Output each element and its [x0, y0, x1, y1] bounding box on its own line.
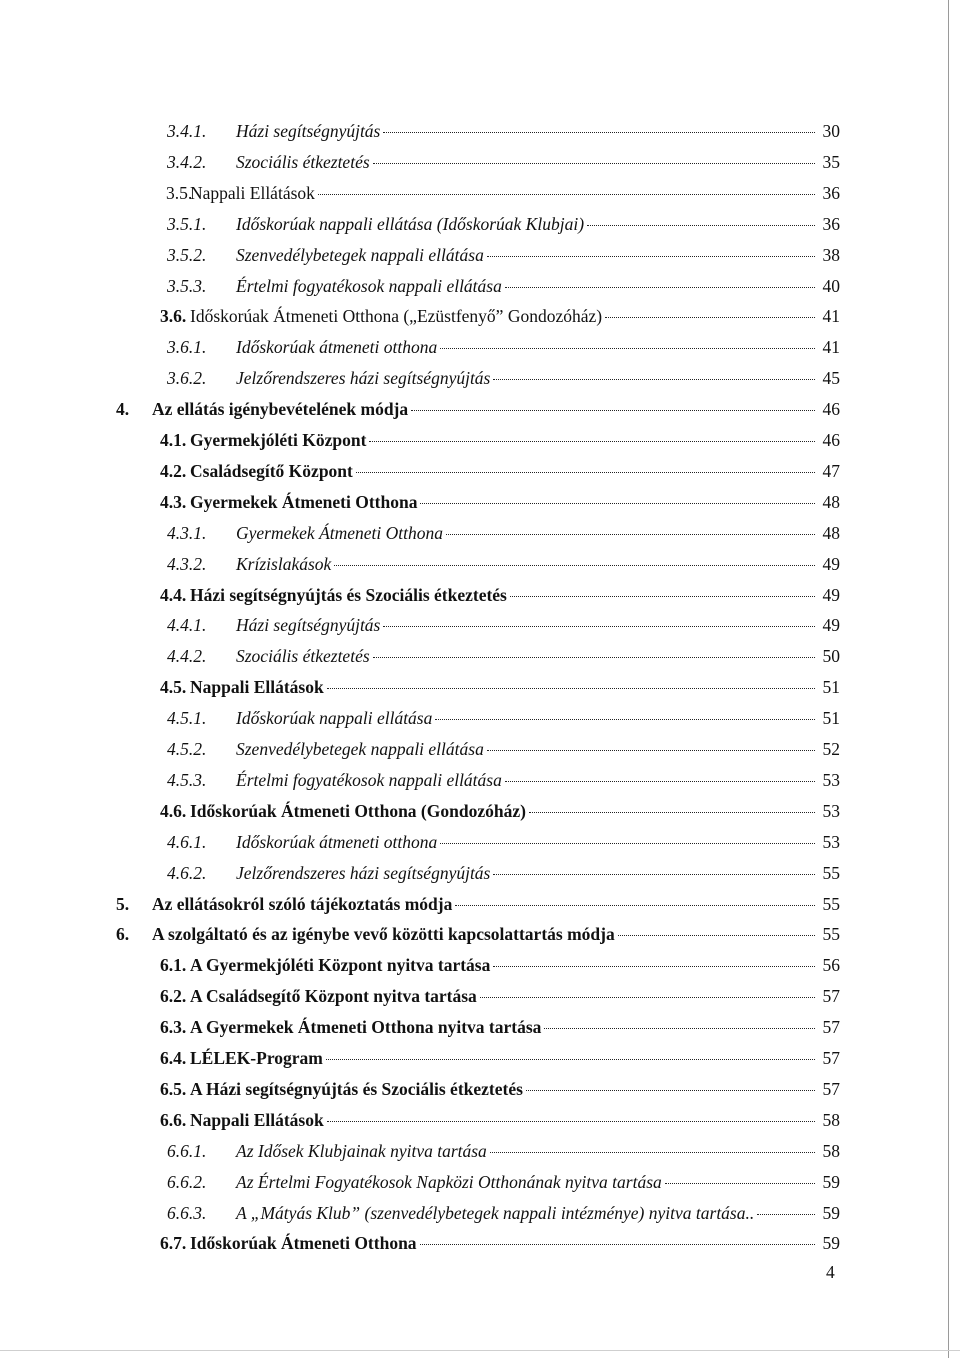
toc-entry-title: Krízislakások: [236, 553, 332, 574]
toc-entry-number: 4.5.2.: [167, 739, 207, 759]
toc-dot-leader: [587, 225, 815, 226]
toc-entry-title: Időskorúak Átmeneti Otthona: [190, 1233, 417, 1254]
toc-entry[interactable]: [166, 180, 840, 206]
toc-entry-page: 57: [822, 1048, 840, 1068]
toc-dot-leader: [529, 812, 815, 813]
toc-entry-page: 48: [822, 491, 840, 512]
toc-entry-number: 4.5.3.: [167, 769, 207, 790]
toc-entry-number: 4.: [116, 399, 130, 420]
toc-entry-page: 57: [822, 1078, 840, 1099]
toc-entry-title: Családsegítő Központ: [190, 460, 353, 481]
toc-entry-number: 3.6.: [160, 306, 187, 327]
toc-entry-number: 3.6.1.: [167, 337, 207, 358]
toc-entry[interactable]: [160, 798, 840, 824]
toc-entry-page: 53: [822, 831, 840, 852]
toc-entry[interactable]: [160, 458, 840, 484]
toc-dot-leader: [544, 1028, 815, 1029]
toc-entry-title: Gyermekek Átmeneti Otthona: [190, 491, 418, 512]
toc-dot-leader: [455, 905, 815, 906]
toc-dot-leader: [493, 966, 815, 967]
toc-entry[interactable]: [116, 396, 840, 422]
toc-entry-number: 5.: [116, 893, 130, 914]
toc-dot-leader: [618, 935, 815, 936]
toc-entry-number: 4.4.2.: [167, 646, 207, 667]
toc-dot-leader: [411, 410, 815, 411]
toc-entry-number: 6.2.: [160, 986, 187, 1007]
toc-entry-title: Időskorúak nappali ellátása (Időskorúak Klubjai): [236, 213, 585, 234]
toc-entry-title: Az ellátás igénybevételének módja: [152, 399, 409, 420]
toc-entry-page: 41: [822, 306, 840, 327]
toc-entry-title: A Házi segítségnyújtás és Szociális étkeztetés: [190, 1078, 523, 1099]
toc-entry-number: 3.5.: [166, 182, 193, 203]
toc-entry[interactable]: [167, 643, 840, 669]
toc-dot-leader: [327, 688, 815, 689]
toc-entry[interactable]: [167, 118, 840, 144]
toc-entry-number: 6.4.: [160, 1048, 187, 1068]
toc-entry-page: 59: [822, 1233, 840, 1254]
toc-entry-number: 6.6.: [160, 1109, 187, 1130]
toc-entry[interactable]: [167, 705, 840, 731]
toc-entry-title: A Gyermekek Átmeneti Otthona nyitva tartása: [190, 1017, 542, 1038]
toc-entry[interactable]: [160, 1076, 840, 1102]
toc-entry-page: 55: [822, 862, 840, 883]
toc-entry-page: 56: [822, 955, 840, 976]
toc-entry-title: A Családsegítő Központ nyitva tartása: [190, 986, 477, 1007]
toc-dot-leader: [446, 534, 815, 535]
toc-dot-leader: [356, 472, 815, 473]
toc-entry-title: Értelmi fogyatékosok nappali ellátása: [236, 275, 502, 296]
toc-entry[interactable]: [160, 952, 840, 978]
toc-entry-number: 3.4.2.: [167, 151, 207, 172]
toc-entry[interactable]: [160, 1014, 840, 1040]
toc-entry-title: Jelzőrendszeres házi segítségnyújtás: [236, 862, 491, 883]
toc-entry-title: Házi segítségnyújtás: [236, 121, 381, 141]
toc-entry-page: 46: [822, 399, 840, 420]
toc-entry-number: 6.6.3.: [167, 1202, 207, 1223]
toc-dot-leader: [435, 719, 815, 720]
toc-entry[interactable]: [160, 303, 840, 329]
toc-entry-page: 36: [822, 213, 840, 234]
toc-entry[interactable]: [167, 334, 840, 360]
toc-entry-page: 57: [822, 1017, 840, 1038]
toc-entry-title: Nappali Ellátások: [190, 1109, 324, 1130]
toc-entry-title: Időskorúak átmeneti otthona: [236, 831, 438, 852]
toc-entry-number: 6.5.: [160, 1078, 187, 1099]
toc-entry-page: 52: [822, 739, 840, 759]
toc-entry-page: 51: [822, 677, 840, 698]
toc-entry[interactable]: [167, 149, 840, 175]
toc-entry-number: 6.1.: [160, 955, 187, 976]
toc-entry-title: Gyermekjóléti Központ: [190, 430, 367, 450]
toc-dot-leader: [757, 1214, 815, 1215]
toc-entry-number: 3.5.3.: [167, 275, 207, 296]
toc-entry-title: Az Idősek Klubjainak nyitva tartása: [236, 1140, 487, 1161]
toc-entry-title: Időskorúak nappali ellátása: [236, 708, 433, 729]
toc-dot-leader: [493, 874, 815, 875]
toc-entry-title: Jelzőrendszeres házi segítségnyújtás: [236, 368, 491, 389]
toc-entry-number: 4.6.2.: [167, 862, 207, 883]
toc-entry-page: 59: [822, 1171, 840, 1192]
toc-entry-page: 38: [822, 244, 840, 265]
toc-entry-title: A szolgáltató és az igénybe vevő közötti kapcsolattartás módja: [152, 924, 615, 945]
toc-entry-title: Időskorúak Átmeneti Otthona (Gondozóház): [190, 800, 526, 821]
toc-entry-title: Házi segítségnyújtás és Szociális étkeztetés: [190, 584, 507, 605]
toc-entry[interactable]: [167, 211, 840, 237]
toc-entry-title: A Gyermekjóléti Központ nyitva tartása: [190, 955, 491, 976]
toc-entry[interactable]: [160, 427, 840, 453]
toc-dot-leader: [665, 1183, 815, 1184]
page-number: 4: [826, 1262, 835, 1282]
toc-entry[interactable]: [160, 582, 840, 608]
toc-dot-leader: [334, 565, 815, 566]
toc-entry[interactable]: [160, 1045, 840, 1071]
toc-entry-number: 6.6.1.: [167, 1140, 207, 1161]
toc-entry-page: 46: [822, 430, 840, 450]
toc-entry-number: 4.6.1.: [167, 831, 207, 852]
toc-entry[interactable]: [160, 489, 840, 515]
toc-entry-page: 58: [822, 1109, 840, 1130]
toc-entry-page: 50: [822, 646, 840, 667]
toc-dot-leader: [526, 1090, 815, 1091]
toc-dot-leader: [505, 287, 815, 288]
toc-entry[interactable]: [167, 1200, 840, 1226]
toc-entry[interactable]: [116, 891, 840, 917]
toc-entry-title: Szociális étkeztetés: [236, 151, 370, 172]
toc-entry[interactable]: [167, 736, 840, 762]
toc-entry-number: 6.6.2.: [167, 1171, 207, 1192]
toc-dot-leader: [605, 317, 815, 318]
toc-entry-number: 4.4.1.: [167, 615, 207, 636]
toc-entry[interactable]: [167, 860, 840, 886]
toc-entry-page: 55: [822, 893, 840, 914]
toc-entry[interactable]: [167, 520, 840, 546]
toc-dot-leader: [420, 503, 815, 504]
scan-margin-line: [948, 0, 949, 1358]
toc-dot-leader: [373, 657, 815, 658]
toc-entry-number: 4.4.: [160, 584, 187, 605]
toc-entry-number: 4.3.1.: [167, 522, 207, 543]
toc-entry-number: 4.6.: [160, 800, 187, 821]
toc-entry-title: Időskorúak átmeneti otthona: [236, 337, 438, 358]
toc-entry-title: Szociális étkeztetés: [236, 646, 370, 667]
toc-entry[interactable]: [167, 242, 840, 268]
toc-entry-page: 57: [822, 986, 840, 1007]
toc-entry[interactable]: [160, 1230, 840, 1256]
toc-entry[interactable]: [167, 1138, 840, 1164]
toc-entry-title: Szenvedélybetegek nappali ellátása: [236, 739, 484, 759]
toc-dot-leader: [383, 132, 815, 133]
toc-dot-leader: [327, 1121, 815, 1122]
toc-entry-number: 4.1.: [160, 430, 187, 450]
toc-entry-page: 30: [822, 121, 840, 141]
toc-entry-page: 49: [822, 553, 840, 574]
toc-dot-leader: [383, 626, 815, 627]
toc-entry[interactable]: [160, 674, 840, 700]
toc-dot-leader: [318, 194, 815, 195]
toc-dot-leader: [487, 256, 815, 257]
toc-entry[interactable]: [167, 365, 840, 391]
toc-dot-leader: [373, 163, 815, 164]
toc-entry-page: 49: [822, 584, 840, 605]
toc-entry-page: 47: [822, 460, 840, 481]
toc-entry-page: 59: [822, 1202, 840, 1223]
toc-entry-number: 4.2.: [160, 460, 187, 481]
toc-entry-page: 45: [822, 368, 840, 389]
toc-entry-page: 55: [822, 924, 840, 945]
toc-entry-number: 4.5.: [160, 677, 187, 698]
toc-entry-title: Nappali Ellátások: [190, 677, 324, 698]
toc-entry[interactable]: [167, 829, 840, 855]
toc-entry[interactable]: [116, 921, 840, 947]
toc-entry[interactable]: [167, 273, 840, 299]
toc-entry-number: 4.3.: [160, 491, 187, 512]
toc-entry-title: Házi segítségnyújtás: [236, 615, 381, 636]
toc-entry-page: 35: [822, 151, 840, 172]
toc-entry[interactable]: [167, 551, 840, 577]
toc-dot-leader: [480, 997, 815, 998]
toc-entry-number: 6.: [116, 924, 130, 945]
toc-dot-leader: [493, 379, 815, 380]
toc-dot-leader: [487, 750, 815, 751]
toc-dot-leader: [326, 1059, 815, 1060]
toc-entry-title: Értelmi fogyatékosok nappali ellátása: [236, 769, 502, 790]
toc-entry-number: 3.6.2.: [167, 368, 207, 389]
toc-entry-title: Szenvedélybetegek nappali ellátása: [236, 244, 484, 265]
toc-dot-leader: [440, 348, 815, 349]
toc-dot-leader: [369, 441, 815, 442]
toc-entry[interactable]: [160, 1107, 840, 1133]
toc-entry-page: 49: [822, 615, 840, 636]
toc-entry-number: 4.5.1.: [167, 708, 207, 729]
toc-entry-page: 53: [822, 769, 840, 790]
toc-entry-page: 58: [822, 1140, 840, 1161]
toc-entry-title: Az Értelmi Fogyatékosok Napközi Otthonának nyitva tartása: [236, 1171, 662, 1192]
toc-entry-page: 41: [822, 337, 840, 358]
toc-entry-title: A „Mátyás Klub” (szenvedélybetegek nappali intézménye) nyitva tartása..: [236, 1202, 755, 1223]
toc-entry[interactable]: [167, 767, 840, 793]
toc-entry-number: 3.5.1.: [167, 213, 207, 234]
toc-entry-page: 40: [822, 275, 840, 296]
toc-entry-page: 53: [822, 800, 840, 821]
scan-bottom-line: [0, 1350, 960, 1351]
toc-entry[interactable]: [167, 1169, 840, 1195]
toc-entry-page: 36: [822, 182, 840, 203]
toc-entry-number: 4.3.2.: [167, 553, 207, 574]
toc-entry-number: 3.4.1.: [167, 121, 207, 141]
toc-entry-number: 6.3.: [160, 1017, 187, 1038]
toc-entry-title: Az ellátásokról szóló tájékoztatás módja: [152, 893, 453, 914]
toc-entry-title: Időskorúak Átmeneti Otthona („Ezüstfenyő” Gondozóház): [190, 306, 603, 327]
toc-entry-title: Nappali Ellátások: [190, 182, 315, 203]
toc-entry-title: LÉLEK-Program: [190, 1048, 323, 1068]
toc-entry-page: 48: [822, 522, 840, 543]
toc-entry-page: 51: [822, 708, 840, 729]
toc-dot-leader: [490, 1152, 815, 1153]
toc-entry-number: 3.5.2.: [167, 244, 207, 265]
toc-entry-title: Gyermekek Átmeneti Otthona: [236, 522, 444, 543]
toc-entry[interactable]: [160, 983, 840, 1009]
toc-dot-leader: [440, 843, 815, 844]
toc-dot-leader: [510, 596, 815, 597]
toc-entry-number: 6.7.: [160, 1233, 187, 1254]
toc-dot-leader: [420, 1244, 815, 1245]
toc-entry[interactable]: [167, 612, 840, 638]
toc-dot-leader: [505, 781, 815, 782]
